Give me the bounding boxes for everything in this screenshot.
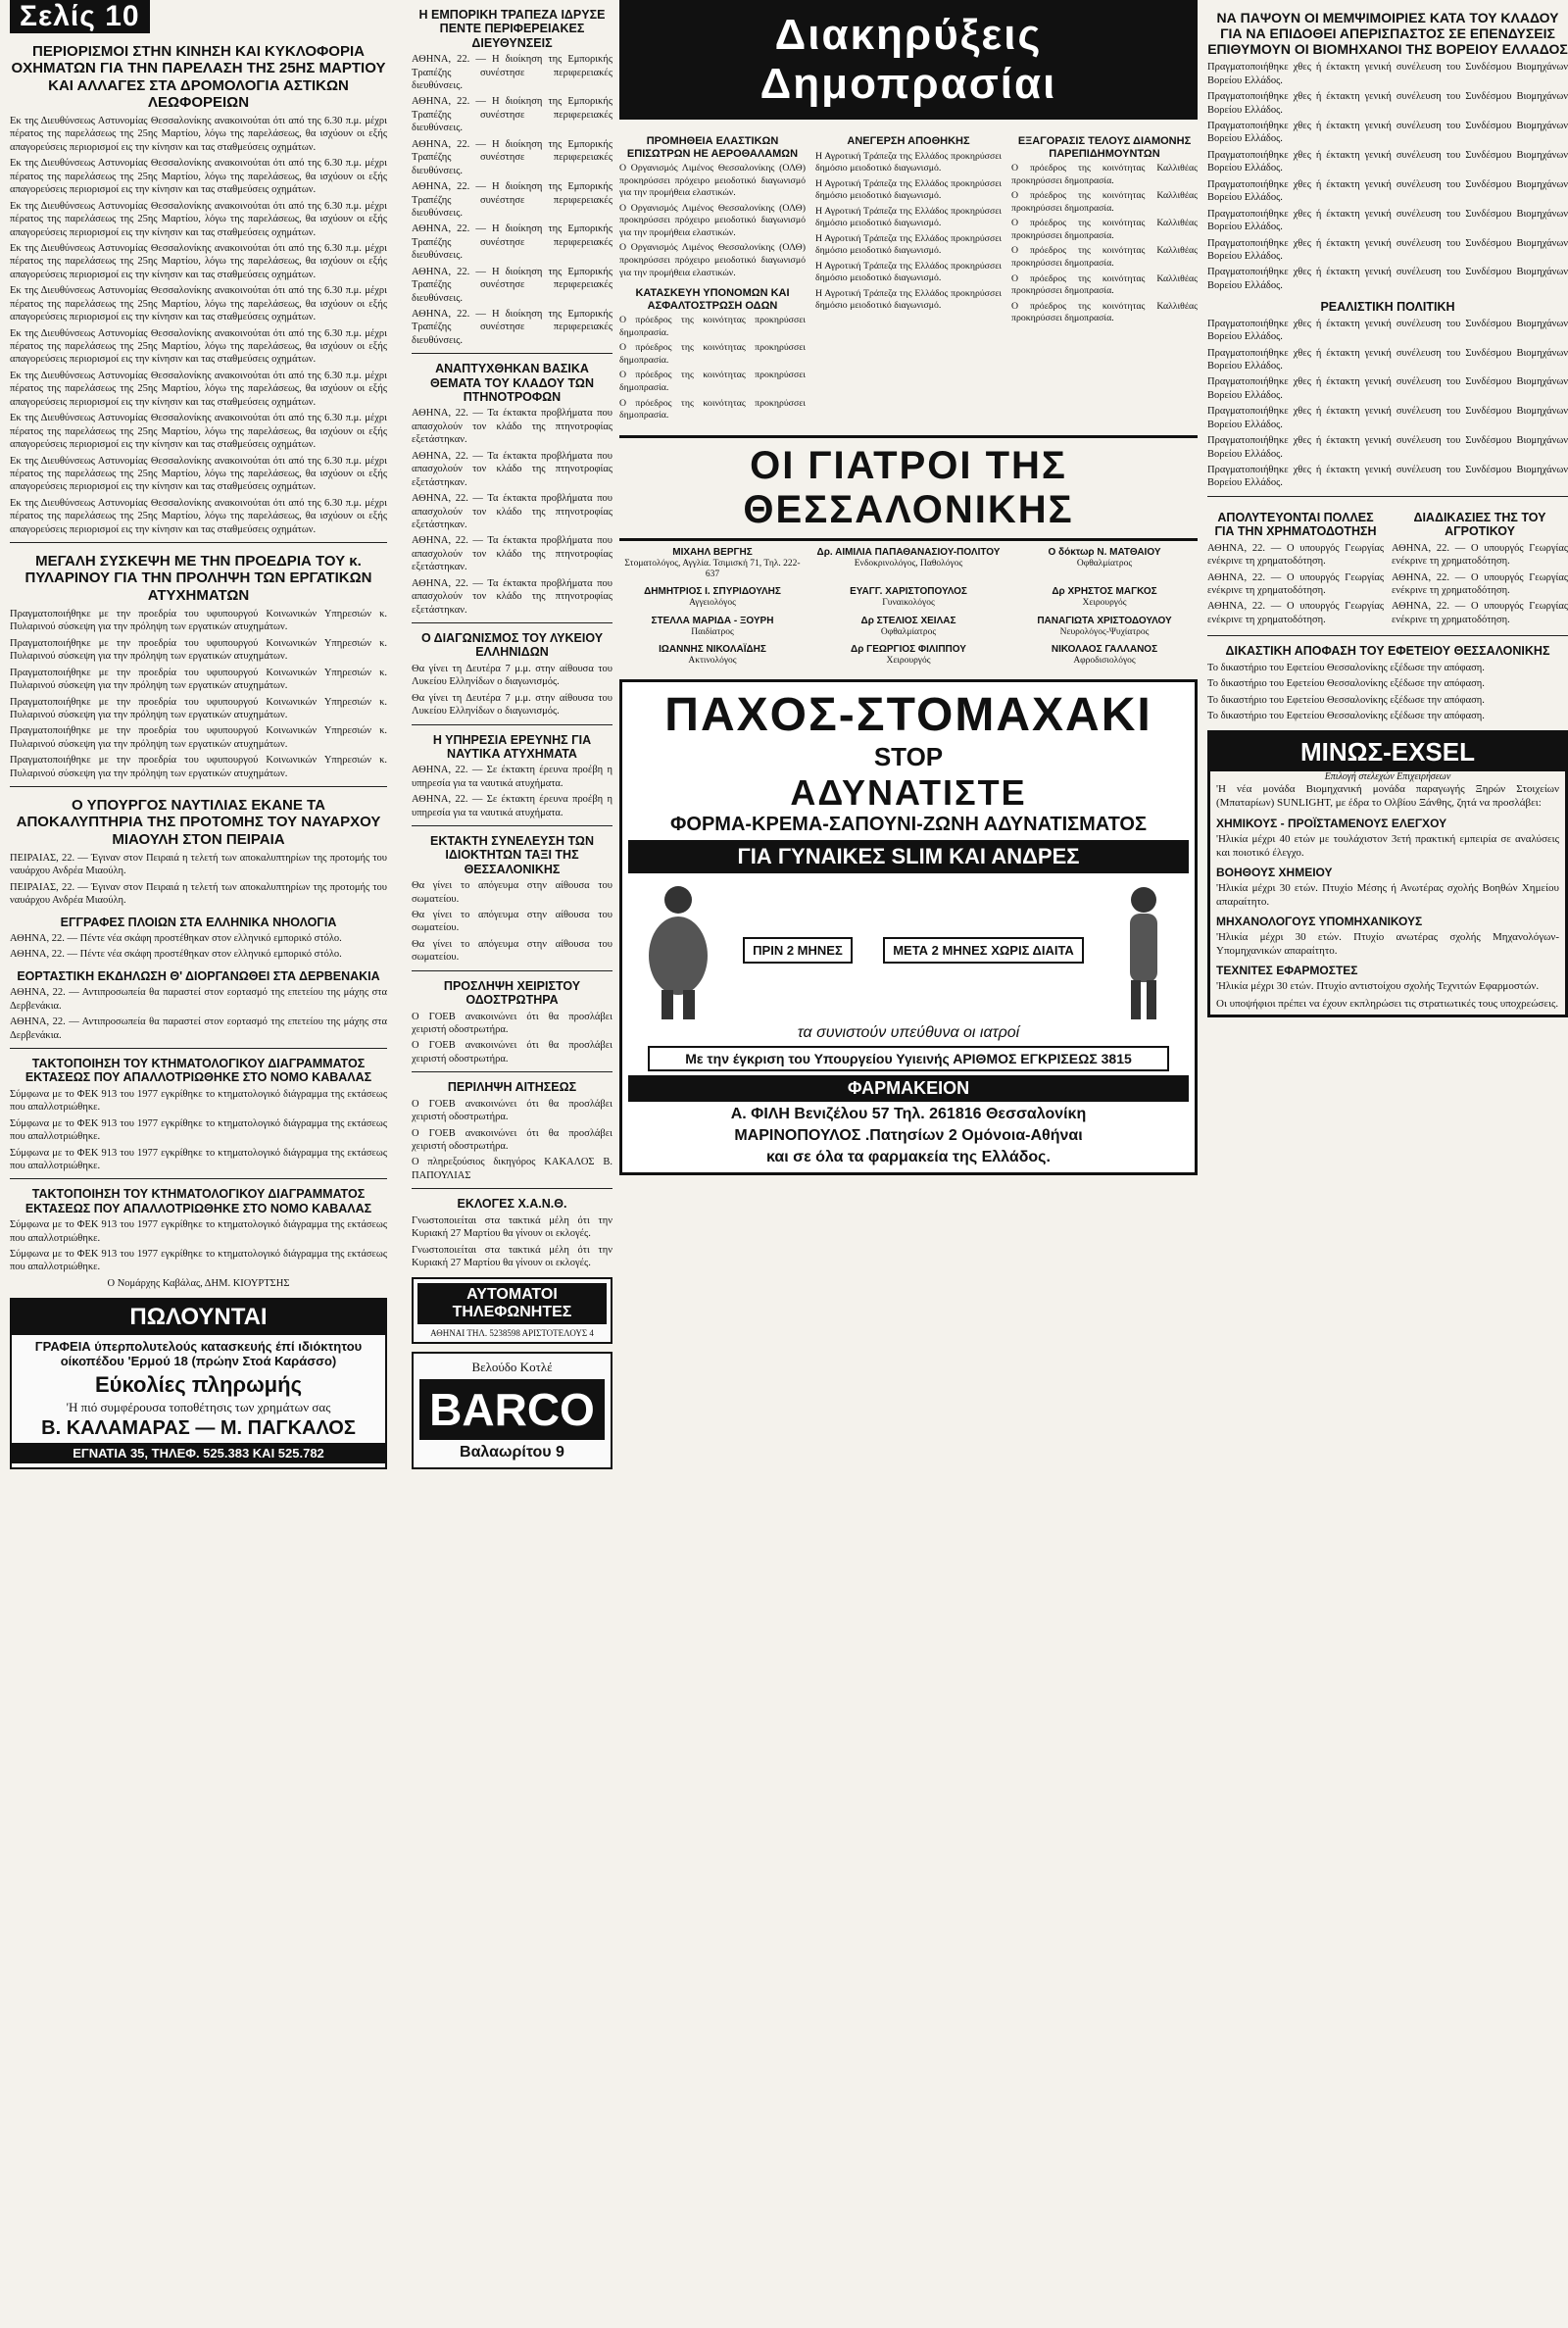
- article-body: Εκ της Διευθύνσεως Αστυνομίας Θεσσαλονίκης ανακοινούται ότι από της 6.30 π.μ. μέχρι πέρατος της παρελάσεως της 25ης Μαρτίου, λόγω της παρελάσεως, θα ισχύουν οι εξής απαγορεύσεις περιορισμοί εις την κίνησιν και τας σταθμεύσεις οχημάτων.: [10, 413, 387, 451]
- article-body: Ο ΓΟΕΒ ανακοινώνει ότι θα προσλάβει χειριστή οδοστρωτήρα.: [412, 1040, 612, 1065]
- article-body: ΠΕΙΡΑΙΑΣ, 22. — Έγιναν στον Πειραιά η τελετή των αποκαλυπτηρίων της προτομής του ναυάρχου Ανδρέα Μιαούλη.: [10, 852, 387, 877]
- article-title: ΕΚΛΟΓΕΣ Χ.Α.Ν.Θ.: [457, 1197, 567, 1212]
- doctor-entry: [619, 644, 806, 667]
- doctor-info: Οφθαλμίατρος: [880, 626, 937, 637]
- slim-brand: ΓΙΑ ΓΥΝΑΙΚΕΣ SLIM ΚΑΙ ΑΝΔΡΕΣ: [628, 840, 1189, 873]
- article-title: Ο ΔΙΑΓΩΝΙΣΜΟΣ ΤΟΥ ΛΥΚΕΙΟΥ ΕΛΛΗΝΙΔΩΝ: [420, 631, 604, 660]
- article-body: ΑΘΗΝΑ, 22. — Τα έκτακτα προβλήματα που απασχολούν τον κλάδο της πτηνοτροφίας εξετάστηκαν.: [412, 450, 612, 488]
- tender-body: Η Αγροτική Τράπεζα της Ελλάδος προκηρύσσει δημόσιο μειοδοτικό διαγωνισμό.: [815, 177, 1002, 202]
- article-title: Ο ΥΠΟΥΡΓΟΣ ΝΑΥΤΙΛΙΑΣ ΕΚΑΝΕ ΤΑ ΑΠΟΚΑΛΥΠΤΗΡΙΑ ΤΗΣ ΠΡΟΤΟΜΗΣ ΤΟΥ ΝΑΥΑΡΧΟΥ ΜΙΑΟΥΛΗ ΣΤΟΝ ΠΕΙΡΑΙΑ: [16, 797, 381, 848]
- article-body: Σύμφωνα με το ΦΕΚ 913 του 1977 εγκρίθηκε το κτηματολογικό διάγραμμα της εκτάσεως που απαλλοτριώθηκε.: [10, 1088, 387, 1114]
- article-body: ΑΘΗΝΑ, 22. — Η διοίκηση της Εμπορικής Τραπέζης συνέστησε περιφερειακές διευθύνσεις.: [412, 223, 612, 262]
- tender-body: Ο πρόεδρος της κοινότητας προκηρύσσει δημοπρασία.: [619, 397, 806, 421]
- pharmacy-address: και σε όλα τα φαρμακεία της Ελλάδος.: [766, 1148, 1051, 1165]
- tender-title: ΕΞΑΓΟΡΑΣΙΣ ΤΕΛΟΥΣ ΔΙΑΜΟΝΗΣ ΠΑΡΕΠΙΔΗΜΟΥΝΤΩΝ: [1017, 135, 1192, 160]
- article-body: Θα γίνει τη Δευτέρα 7 μ.μ. στην αίθουσα του Λυκείου Ελληνίδων ο διαγωνισμός.: [412, 692, 612, 718]
- column-3: [619, 0, 1198, 2328]
- slim-slogan: ΑΔΥΝΑΤΙΣΤΕ: [790, 771, 1027, 813]
- office-sale-ad: [10, 1298, 387, 1469]
- article-body: Το δικαστήριο του Εφετείου Θεσσαλονίκης εξέδωσε την απόφαση.: [1207, 662, 1485, 673]
- article-body: Πραγματοποιήθηκε χθες ή έκτακτη γενική συνέλευση του Συνδέσμου Βιομηχάνων Βορείου Ελλάδος.: [1207, 267, 1568, 291]
- article-body: Πραγματοποιήθηκε χθες ή έκτακτη γενική συνέλευση του Συνδέσμου Βιομηχάνων Βορείου Ελλάδος.: [1207, 347, 1568, 371]
- doctor-entry: [619, 586, 806, 609]
- article-body: Πραγματοποιήθηκε χθες ή έκτακτη γενική συνέλευση του Συνδέσμου Βιομηχάνων Βορείου Ελλάδος.: [1207, 435, 1568, 460]
- article-body: Σύμφωνα με το ΦΕΚ 913 του 1977 εγκρίθηκε το κτηματολογικό διάγραμμα της εκτάσεως που απαλλοτριώθηκε.: [10, 1117, 387, 1143]
- doctor-name: ΙΩΑΝΝΗΣ ΝΙΚΟΛΑΪΔΗΣ: [659, 644, 766, 656]
- article-body: ΑΘΗΝΑ, 22. — Αντιπροσωπεία θα παραστεί στον εορτασμό της επετείου της μάχης στα Δερβενάκια.: [10, 1016, 387, 1041]
- slim-ad: [619, 679, 1198, 1175]
- article-body: ΑΘΗΝΑ, 22. — Τα έκτακτα προβλήματα που απασχολούν τον κλάδο της πτηνοτροφίας εξετάστηκαν.: [412, 408, 612, 446]
- article-body: Πραγματοποιήθηκε χθες ή έκτακτη γενική συνέλευση του Συνδέσμου Βιομηχάνων Βορείου Ελλάδος.: [1207, 178, 1568, 204]
- article-title: ΜΕΓΑΛΗ ΣΥΣΚΕΨΗ ΜΕ ΤΗΝ ΠΡΟΕΔΡΙΑ ΤΟΥ κ. ΠΥΛΑΡΙΝΟΥ ΓΙΑ ΤΗΝ ΠΡΟΛΗΨΗ ΤΩΝ ΕΡΓΑΤΙΚΩΝ ΑΤΥΧΗΜΑΤΩΝ: [24, 553, 372, 604]
- article-body: Πραγματοποιήθηκε χθες ή έκτακτη γενική συνέλευση του Συνδέσμου Βιομηχάνων Βορείου Ελλάδος.: [1207, 149, 1568, 174]
- tender-title: ΑΝΕΓΕΡΣΗ ΑΠΟΘΗΚΗΣ: [847, 135, 970, 147]
- slim-approval: Με την έγκριση του Υπουργείου Υγιεινής ΑΡΙΘΜΟΣ ΕΓΚΡΙΣΕΩΣ 3815: [648, 1046, 1169, 1071]
- article-body: ΑΘΗΝΑ, 22. — Η διοίκηση της Εμπορικής Τραπέζης συνέστησε περιφερειακές διευθύνσεις.: [412, 181, 612, 219]
- slim-stop: STOP: [873, 741, 944, 771]
- job-desc: 'Ηλικία μέχρι 30 ετών. Πτυχίο ανωτέρας σχολής Μηχανολόγων-Υπομηχανικών απαραίτητο.: [1216, 930, 1559, 957]
- article-body: ΑΘΗΝΑ, 22. — Αντιπροσωπεία θα παραστεί στον εορτασμό της επετείου της μάχης στα Δερβενάκια.: [10, 987, 387, 1012]
- article-body: Θα γίνει το απόγευμα στην αίθουσα του σωματείου.: [412, 880, 612, 905]
- ad-text: Βελούδο Κοτλέ: [471, 1360, 553, 1375]
- doctor-entry: [619, 547, 806, 581]
- ad-text: Βαλαωρίτου 9: [460, 1444, 564, 1461]
- job-desc: 'Ηλικία μέχρι 30 ετών. Πτυχίο Μέσης ή Ανωτέρας σχολής Βοηθών Χημείου απαραίτητο.: [1216, 881, 1559, 908]
- before-label: ΠΡΙΝ 2 ΜΗΝΕΣ: [743, 937, 853, 964]
- article-body: ΑΘΗΝΑ, 22. — Ο υπουργός Γεωργίας ενέκρινε τη χρηματοδότηση.: [1392, 601, 1568, 625]
- doctor-entry: [815, 586, 1002, 609]
- article-body: Εκ της Διευθύνσεως Αστυνομίας Θεσσαλονίκης ανακοινούται ότι από της 6.30 π.μ. μέχρι πέρατος της παρελάσεως της 25ης Μαρτίου, λόγω της παρελάσεως, θα ισχύουν οι εξής απαγορεύσεις περιορισμοί εις την κίνησιν και τας σταθμεύσεις οχημάτων.: [10, 158, 387, 196]
- article-body: Ο πληρεξούσιος δικηγόρος ΚΑΚΑΛΟΣ Β. ΠΑΠΟΥΛΙΑΣ: [412, 1157, 612, 1181]
- article-body: Ο ΓΟΕΒ ανακοινώνει ότι θα προσλάβει χειριστή οδοστρωτήρα.: [412, 1127, 612, 1152]
- tender-body: Η Αγροτική Τράπεζα της Ελλάδος προκηρύσσει δημόσιο μειοδοτικό διαγωνισμό.: [815, 260, 1002, 284]
- article-title: ΕΚΤΑΚΤΗ ΣΥΝΕΛΕΥΣΗ ΤΩΝ ΙΔΙΟΚΤΗΤΩΝ ΤΑΞΙ ΤΗΣ ΘΕΣΣΑΛΟΝΙΚΗΣ: [430, 834, 594, 876]
- doctor-name: ΠΑΝΑΓΙΩΤΑ ΧΡΙΣΤΟΔΟΥΛΟΥ: [1037, 615, 1172, 626]
- article-body: Σύμφωνα με το ΦΕΚ 913 του 1977 εγκρίθηκε το κτηματολογικό διάγραμμα της εκτάσεως που απαλλοτριώθηκε.: [10, 1249, 387, 1273]
- article-title: ΔΙΑΔΙΚΑΣΙΕΣ ΤΗΣ ΤΟΥ ΑΓΡΟΤΙΚΟΥ: [1413, 510, 1546, 539]
- doctor-info: Στοματολόγος, Αγγλία. Τσιμισκή 71, Τηλ. 222-637: [624, 558, 801, 579]
- article-body: Γνωστοποιείται στα τακτικά μέλη ότι την Κυριακή 27 Μαρτίου θα γίνουν οι εκλογές.: [412, 1214, 612, 1240]
- article-title: Η ΥΠΗΡΕΣΙΑ ΕΡΕΥΝΗΣ ΓΙΑ ΝΑΥΤΙΚΑ ΑΤΥΧΗΜΑΤΑ: [432, 732, 592, 761]
- tender-body: Ο πρόεδρος της κοινότητας Καλλιθέας προκηρύσσει δημοπρασία.: [1011, 218, 1198, 241]
- article-body: Το δικαστήριο του Εφετείου Θεσσαλονίκης εξέδωσε την απόφαση.: [1207, 694, 1485, 706]
- ad-text: ΕΓΝΑΤΙΑ 35, ΤΗΛΕΦ. 525.383 ΚΑΙ 525.782: [12, 1443, 385, 1463]
- divider: [412, 1188, 612, 1189]
- article-body: Σύμφωνα με το ΦΕΚ 913 του 1977 εγκρίθηκε το κτηματολογικό διάγραμμα της εκτάσεως που απαλλοτριώθηκε.: [10, 1147, 387, 1171]
- tender-column: [1011, 127, 1198, 425]
- article-body: Ο Νομάρχης Καβάλας, ΔΗΜ. ΚΙΟΥΡΤΣΗΣ: [107, 1277, 290, 1289]
- tenders-subcolumns: [619, 127, 1198, 425]
- article-body: Το δικαστήριο του Εφετείου Θεσσαλονίκης εξέδωσε την απόφαση.: [1207, 678, 1485, 690]
- divider: [412, 353, 612, 354]
- divider: [412, 724, 612, 725]
- doctor-name: Ο δόκτωρ Ν. ΜΑΤΘΑΙΟΥ: [1048, 546, 1161, 558]
- article-body: Πραγματοποιήθηκε με την προεδρία του υφυπουργού Κοινωνικών Υπηρεσιών κ. Πυλαρινού σύσκεψη για την πρόληψη των εργατικών ατυχημάτων.: [10, 755, 387, 779]
- doctor-entry: [815, 547, 1002, 581]
- tender-body: Η Αγροτική Τράπεζα της Ελλάδος προκηρύσσει δημόσιο μειοδοτικό διαγωνισμό.: [815, 232, 1002, 257]
- doctors-list: [619, 547, 1198, 668]
- article-body: ΑΘΗΝΑ, 22. — Η διοίκηση της Εμπορικής Τραπέζης συνέστησε περιφερειακές διευθύνσεις.: [412, 54, 612, 91]
- article-title: ΔΙΚΑΣΤΙΚΗ ΑΠΟΦΑΣΗ ΤΟΥ ΕΦΕΤΕΙΟΥ ΘΕΣΣΑΛΟΝΙΚΗΣ: [1225, 644, 1550, 659]
- job-title: ΧΗΜΙΚΟΥΣ - ΠΡΟΪΣΤΑΜΕΝΟΥΣ ΕΛΕΓΧΟΥ: [1216, 816, 1447, 830]
- article-body: Πραγματοποιήθηκε χθες ή έκτακτη γενική συνέλευση του Συνδέσμου Βιομηχάνων Βορείου Ελλάδος.: [1207, 376, 1568, 401]
- doctor-name: Δρ ΧΡΗΣΤΟΣ ΜΑΓΚΟΣ: [1052, 586, 1157, 598]
- article-body: Πραγματοποιήθηκε με την προεδρία του υφυπουργού Κοινωνικών Υπηρεσιών κ. Πυλαρινού σύσκεψη για την πρόληψη των εργατικών ατυχημάτων.: [10, 608, 387, 633]
- page-number: Σελίς 10: [10, 0, 150, 33]
- doctor-entry: [1011, 616, 1198, 638]
- before-after-figures: [628, 877, 1189, 1024]
- article-body: Ο ΓΟΕΒ ανακοινώνει ότι θα προσλάβει χειριστή οδοστρωτήρα.: [412, 1098, 612, 1123]
- doctor-info: Ακτινολόγος: [688, 656, 737, 667]
- article-body: Θα γίνει τη Δευτέρα 7 μ.μ. στην αίθουσα του Λυκείου Ελληνίδων ο διαγωνισμός.: [412, 663, 612, 688]
- tender-title: ΠΡΟΜΗΘΕΙΑ ΕΛΑΣΤΙΚΩΝ ΕΠΙΣΩΤΡΩΝ ΗΕ ΑΕΡΟΘΑΛΑΜΩΝ: [626, 135, 799, 160]
- article-body: Πραγματοποιήθηκε χθες ή έκτακτη γενική συνέλευση του Συνδέσμου Βιομηχάνων Βορείου Ελλάδος.: [1207, 318, 1568, 343]
- article-title: ΕΓΓΡΑΦΕΣ ΠΛΟΙΩΝ ΣΤΑ ΕΛΛΗΝΙΚΑ ΝΗΟΛΟΓΙΑ: [60, 915, 337, 929]
- pharmacy-label: ΦΑΡΜΑΚΕΙΟΝ: [628, 1075, 1189, 1102]
- doctor-info: Νευρολόγος-Ψυχίατρος: [1059, 626, 1150, 637]
- article-body: Εκ της Διευθύνσεως Αστυνομίας Θεσσαλονίκης ανακοινούται ότι από της 6.30 π.μ. μέχρι πέρατος της παρελάσεως της 25ης Μαρτίου, λόγω της παρελάσεως, θα ισχύουν οι εξής απαγορεύσεις περιορισμοί εις την κίνησιν και τας σταθμεύσεις οχημάτων.: [10, 285, 387, 323]
- article-body: Πραγματοποιήθηκε χθες ή έκτακτη γενική συνέλευση του Συνδέσμου Βιομηχάνων Βορείου Ελλάδος.: [1207, 121, 1568, 145]
- article-body: ΑΘΗΝΑ, 22. — Πέντε νέα σκάφη προστέθηκαν στον ελληνικό εμπορικό στόλο.: [10, 949, 342, 961]
- minos-subtitle: Επιλογή στελεχών Επιχειρήσεων: [1324, 771, 1451, 783]
- article-body: ΑΘΗΝΑ, 22. — Σε έκτακτη έρευνα προέβη η υπηρεσία για τα ναυτικά ατυχήματα.: [412, 765, 612, 789]
- tender-body: Ο πρόεδρος της κοινότητας Καλλιθέας προκηρύσσει δημοπρασία.: [1011, 300, 1198, 324]
- divider: [412, 970, 612, 971]
- doctor-name: ΔΗΜΗΤΡΙΟΣ Ι. ΣΠΥΡΙΔΟΥΛΗΣ: [644, 586, 781, 598]
- doctor-info: Αγγειολόγος: [689, 598, 736, 609]
- doctor-name: Δρ. ΑΙΜΙΛΙΑ ΠΑΠΑΘΑΝΑΣΙΟΥ-ΠΟΛΙΤΟΥ: [816, 546, 1001, 558]
- article-body: Εκ της Διευθύνσεως Αστυνομίας Θεσσαλονίκης ανακοινούται ότι από της 6.30 π.μ. μέχρι πέρατος της παρελάσεως της 25ης Μαρτίου, λόγω της παρελάσεως, θα ισχύουν οι εξής απαγορεύσεις περιορισμοί εις την κίνησιν και τας σταθμεύσεις οχημάτων.: [10, 116, 387, 153]
- article-title: ΠΡΟΣΛΗΨΗ ΧΕΙΡΙΣΤΟΥ ΟΔΟΣΤΡΩΤΗΡΑ: [443, 978, 581, 1008]
- doctor-entry: [815, 616, 1002, 638]
- tender-body: Ο πρόεδρος της κοινότητας προκηρύσσει δημοπρασία.: [619, 370, 806, 393]
- divider: [10, 786, 387, 787]
- article-body: ΠΕΙΡΑΙΑΣ, 22. — Έγιναν στον Πειραιά η τελετή των αποκαλυπτηρίων της προτομής του ναυάρχου Ανδρέα Μιαούλη.: [10, 881, 387, 907]
- doctor-entry: [815, 644, 1002, 667]
- doctor-info: Χειρουργός: [1082, 598, 1127, 609]
- article-body: ΑΘΗΝΑ, 22. — Ο υπουργός Γεωργίας ενέκρινε τη χρηματοδότηση.: [1207, 571, 1384, 596]
- doctor-info: Παιδίατρος: [691, 626, 734, 637]
- tender-body: Ο πρόεδρος της κοινότητας Καλλιθέας προκηρύσσει δημοπρασία.: [1011, 245, 1198, 269]
- article-body: Πραγματοποιήθηκε με την προεδρία του υφυπουργού Κοινωνικών Υπηρεσιών κ. Πυλαρινού σύσκεψη για την πρόληψη των εργατικών ατυχημάτων.: [10, 637, 387, 663]
- ad-text: 'Η πιό συμφέρουσα τοποθέτησις των χρημάτων σας: [66, 1400, 331, 1415]
- doctor-name: ΕΥΑΓΓ. ΧΑΡΙΣΤΟΠΟΥΛΟΣ: [850, 586, 967, 598]
- article-body: Πραγματοποιήθηκε χθες ή έκτακτη γενική συνέλευση του Συνδέσμου Βιομηχάνων Βορείου Ελλάδος.: [1207, 406, 1568, 430]
- tender-body: Ο πρόεδρος της κοινότητας Καλλιθέας προκηρύσσει δημοπρασία.: [1011, 190, 1198, 214]
- article-body: ΑΘΗΝΑ, 22. — Πέντε νέα σκάφη προστέθηκαν στον ελληνικό εμπορικό στόλο.: [10, 933, 342, 944]
- section-banner: Διακηρύξεις Δημοπρασίαι: [619, 0, 1198, 120]
- ad-text: Β. ΚΑΛΑΜΑΡΑΣ — Μ. ΠΑΓΚΑΛΟΣ: [41, 1417, 356, 1440]
- job-desc: 'Ηλικία μέχρι 30 ετών. Πτυχίο αντιστοίχου σχολής Τεχνιτών Εφαρμοστών.: [1216, 980, 1540, 993]
- article-title: ΤΑΚΤΟΠΟΙΗΣΗ ΤΟΥ ΚΤΗΜΑΤΟΛΟΓΙΚΟΥ ΔΙΑΓΡΑΜΜΑΤΟΣ ΕΚΤΑΣΕΩΣ ΠΟΥ ΑΠΑΛΛΟΤΡΙΩΘΗΚΕ ΣΤΟ ΝΟΜΟ ΚΑΒΑΛΑΣ: [24, 1057, 372, 1085]
- tender-body: Ο πρόεδρος της κοινότητας προκηρύσσει δημοπρασία.: [619, 315, 806, 338]
- article-title: ΕΟΡΤΑΣΤΙΚΗ ΕΚΔΗΛΩΣΗ Θ' ΔΙΟΡΓΑΝΩΘΕΙ ΣΤΑ ΔΕΡΒΕΝΑΚΙΑ: [17, 968, 380, 983]
- article-body: Θα γίνει το απόγευμα στην αίθουσα του σωματείου.: [412, 938, 612, 964]
- article-body: ΑΘΗΝΑ, 22. — Τα έκτακτα προβλήματα που απασχολούν τον κλάδο της πτηνοτροφίας εξετάστηκαν.: [412, 577, 612, 616]
- doctor-entry: [619, 616, 806, 638]
- doctors-banner: ΟΙ ΓΙΑΤΡΟΙ ΤΗΣ ΘΕΣΣΑΛΟΝΙΚΗΣ: [619, 435, 1198, 541]
- phone-answering-ad: [412, 1277, 612, 1344]
- pharmacy-address: Α. ΦΙΛΗ Βενιζέλου 57 Τηλ. 261816 Θεσσαλονίκη: [730, 1105, 1087, 1122]
- article-title: ΑΝΑΠΤΥΧΘΗΚΑΝ ΒΑΣΙΚΑ ΘΕΜΑΤΑ ΤΟΥ ΚΛΑΔΟΥ ΤΩΝ ΠΤΗΝΟΤΡΟΦΩΝ: [430, 362, 594, 405]
- article-body: Πραγματοποιήθηκε χθες ή έκτακτη γενική συνέλευση του Συνδέσμου Βιομηχάνων Βορείου Ελλάδος.: [1207, 465, 1568, 489]
- pharmacy-address: ΜΑΡΙΝΟΠΟΥΛΟΣ .Πατησίων 2 Ομόνοια-Αθήναι: [734, 1126, 1083, 1144]
- article-body: ΑΘΗΝΑ, 22. — Ο υπουργός Γεωργίας ενέκρινε τη χρηματοδότηση.: [1207, 601, 1384, 625]
- doctor-info: Οφθαλμίατρος: [1076, 558, 1133, 569]
- before-figure-icon: [644, 882, 712, 1019]
- article-body: Γνωστοποιείται στα τακτικά μέλη ότι την Κυριακή 27 Μαρτίου θα γίνουν οι εκλογές.: [412, 1244, 612, 1268]
- slim-products: ΦΟΡΜΑ-ΚΡΕΜΑ-ΣΑΠΟΥΝΙ-ΖΩΝΗ ΑΔΥΝΑΤΙΣΜΑΤΟΣ: [669, 813, 1147, 835]
- divider: [10, 542, 387, 543]
- tender-body: Ο πρόεδρος της κοινότητας Καλλιθέας προκηρύσσει δημοπρασία.: [1011, 163, 1198, 186]
- divider: [412, 825, 612, 826]
- article-body: ΑΘΗΝΑ, 22. — Η διοίκηση της Εμπορικής Τραπέζης συνέστησε περιφερειακές διευθύνσεις.: [412, 138, 612, 176]
- article-title: ΤΑΚΤΟΠΟΙΗΣΗ ΤΟΥ ΚΤΗΜΑΤΟΛΟΓΙΚΟΥ ΔΙΑΓΡΑΜΜΑΤΟΣ ΕΚΤΑΣΕΩΣ ΠΟΥ ΑΠΑΛΛΟΤΡΙΩΘΗΚΕ ΣΤΟ ΝΟΜΟ ΚΑΒΑΛΑΣ: [24, 1187, 372, 1215]
- article-body: ΑΘΗΝΑ, 22. — Η διοίκηση της Εμπορικής Τραπέζης συνέστησε περιφερειακές διευθύνσεις.: [412, 96, 612, 134]
- ad-text: ΑΘΗΝΑΙ ΤΗΛ. 5238598 ΑΡΙΣΤΟΤΕΛΟΥΣ 4: [430, 1328, 594, 1339]
- doctor-name: Δρ ΓΕΩΡΓΙΟΣ ΦΙΛΙΠΠΟΥ: [851, 644, 966, 656]
- article-title: ΠΕΡΙΛΗΨΗ ΑΙΤΗΣΕΩΣ: [447, 1080, 577, 1095]
- article-body: ΑΘΗΝΑ, 22. — Τα έκτακτα προβλήματα που απασχολούν τον κλάδο της πτηνοτροφίας εξετάστηκαν.: [412, 535, 612, 573]
- article-body: Πραγματοποιήθηκε χθες ή έκτακτη γενική συνέλευση του Συνδέσμου Βιομηχάνων Βορείου Ελλάδος.: [1207, 91, 1568, 116]
- barco-ad: [412, 1352, 612, 1469]
- article-body: Το δικαστήριο του Εφετείου Θεσσαλονίκης εξέδωσε την απόφαση.: [1207, 710, 1485, 721]
- doctor-info: Χειρουργός: [886, 656, 931, 667]
- tender-body: Ο Οργανισμός Λιμένος Θεσσαλονίκης (ΟΛΘ) προκηρύσσει πρόχειρο μειοδοτικό διαγωνισμό για την προμήθεια ελαστικών.: [619, 163, 806, 199]
- tender-body: Ο πρόεδρος της κοινότητας προκηρύσσει δημοπρασία.: [619, 342, 806, 366]
- article-body: ΑΘΗΝΑ, 22. — Η διοίκηση της Εμπορικής Τραπέζης συνέστησε περιφερειακές διευθύνσεις.: [412, 309, 612, 346]
- doctor-name: ΜΙΧΑΗΛ ΒΕΡΓΗΣ: [672, 546, 753, 558]
- column-2: [412, 0, 612, 2328]
- article-body: ΑΘΗΝΑ, 22. — Η διοίκηση της Εμπορικής Τραπέζης συνέστησε περιφερειακές διευθύνσεις.: [412, 266, 612, 304]
- column-4: [1207, 0, 1568, 2328]
- divider: [10, 1048, 387, 1049]
- job-title: ΜΗΧΑΝΟΛΟΓΟΥΣ ΥΠΟΜΗΧΑΝΙΚΟΥΣ: [1216, 914, 1423, 928]
- article-body: ΑΘΗΝΑ, 22. — Ο υπουργός Γεωργίας ενέκρινε τη χρηματοδότηση.: [1392, 542, 1568, 568]
- minos-footer: Οι υποψήφιοι πρέπει να έχουν εκπληρώσει τις στρατιωτικές τους υποχρεώσεις.: [1216, 998, 1559, 1011]
- split-left: [1207, 503, 1384, 629]
- article-body: Ο ΓΟΕΒ ανακοινώνει ότι θα προσλάβει χειριστή οδοστρωτήρα.: [412, 1011, 612, 1035]
- article-title: Η ΕΜΠΟΡΙΚΗ ΤΡΑΠΕΖΑ ΙΔΡΥΣΕ ΠΕΝΤΕ ΠΕΡΙΦΕΡΕΙΑΚΕΣ ΔΙΕΥΘΥΝΣΕΙΣ: [418, 8, 606, 50]
- article-body: Εκ της Διευθύνσεως Αστυνομίας Θεσσαλονίκης ανακοινούται ότι από της 6.30 π.μ. μέχρι πέρατος της παρελάσεως της 25ης Μαρτίου, λόγω της παρελάσεως, θα ισχύουν οι εξής απαγορεύσεις περιορισμοί εις την κίνησιν και τας σταθμεύσεις οχημάτων.: [10, 327, 387, 366]
- article-body: Πραγματοποιήθηκε με την προεδρία του υφυπουργού Κοινωνικών Υπηρεσιών κ. Πυλαρινού σύσκεψη για την πρόληψη των εργατικών ατυχημάτων.: [10, 667, 387, 692]
- job-desc: 'Ηλικία μέχρι 40 ετών με τουλάχιστον 3ετή πρακτική εμπειρία σε αναλύσεις και ποιοτικό έλεγχο.: [1216, 832, 1559, 859]
- job-title: ΤΕΧΝΙΤΕΣ ΕΦΑΡΜΟΣΤΕΣ: [1216, 964, 1358, 978]
- ad-text: ΓΡΑΦΕΙΑ ύπερπολυτελούς κατασκευής έπί ιδιόκτητου οίκοπέδου 'Ερμού 18 (πρώην Στοά Καράσσο): [34, 1339, 363, 1369]
- minos-logo: ΜΙΝΩΣ-EXSEL: [1210, 733, 1565, 771]
- ad-text: Εύκολίες πληρωμής: [94, 1372, 303, 1398]
- tender-column: [815, 127, 1002, 425]
- article-body: ΑΘΗΝΑ, 22. — Τα έκτακτα προβλήματα που απασχολούν τον κλάδο της πτηνοτροφίας εξετάστηκαν.: [412, 493, 612, 530]
- article-body: ΑΘΗΝΑ, 22. — Σε έκτακτη έρευνα προέβη η υπηρεσία για τα ναυτικά ατυχήματα.: [412, 794, 612, 818]
- article-body: Σύμφωνα με το ΦΕΚ 913 του 1977 εγκρίθηκε το κτηματολογικό διάγραμμα της εκτάσεως που απαλλοτριώθηκε.: [10, 1219, 387, 1244]
- article-body: ΑΘΗΝΑ, 22. — Ο υπουργός Γεωργίας ενέκρινε τη χρηματοδότηση.: [1392, 571, 1568, 596]
- article-subtitle: ΡΕΑΛΙΣΤΙΚΗ ΠΟΛΙΤΙΚΗ: [1320, 300, 1455, 315]
- barco-logo: BARCO: [419, 1379, 605, 1440]
- after-label: ΜΕΤΑ 2 ΜΗΝΕΣ ΧΩΡΙΣ ΔΙΑΙΤΑ: [883, 937, 1084, 964]
- divider: [10, 1178, 387, 1179]
- article-body: Εκ της Διευθύνσεως Αστυνομίας Θεσσαλονίκης ανακοινούται ότι από της 6.30 π.μ. μέχρι πέρατος της παρελάσεως της 25ης Μαρτίου, λόγω της παρελάσεως, θα ισχύουν οι εξής απαγορεύσεις περιορισμοί εις την κίνησιν και τας σταθμεύσεις οχημάτων.: [10, 370, 387, 408]
- split-row: [1207, 503, 1568, 629]
- article-body: Εκ της Διευθύνσεως Αστυνομίας Θεσσαλονίκης ανακοινούται ότι από της 6.30 π.μ. μέχρι πέρατος της παρελάσεως της 25ης Μαρτίου, λόγω της παρελάσεως, θα ισχύουν οι εξής απαγορεύσεις περιορισμοί εις την κίνησιν και τας σταθμεύσεις οχημάτων.: [10, 200, 387, 238]
- divider: [1207, 496, 1568, 497]
- tender-body: Ο Οργανισμός Λιμένος Θεσσαλονίκης (ΟΛΘ) προκηρύσσει πρόχειρο μειοδοτικό διαγωνισμό για την προμήθεια ελαστικών.: [619, 242, 806, 278]
- article-body: Θα γίνει το απόγευμα στην αίθουσα του σωματείου.: [412, 910, 612, 934]
- divider: [1207, 635, 1568, 636]
- divider: [412, 622, 612, 623]
- job-title: ΒΟΗΘΟΥΣ ΧΗΜΕΙΟΥ: [1216, 865, 1333, 879]
- article-title: ΑΠΟΛΥΤΕΥΟΝΤΑΙ ΠΟΛΛΕΣ ΓΙΑ ΤΗΝ ΧΡΗΜΑΤΟΔΟΤΗΣΗ: [1214, 510, 1377, 539]
- article-body: Εκ της Διευθύνσεως Αστυνομίας Θεσσαλονίκης ανακοινούται ότι από της 6.30 π.μ. μέχρι πέρατος της παρελάσεως της 25ης Μαρτίου, λόγω της παρελάσεως, θα ισχύουν οι εξής απαγορεύσεις περιορισμοί εις την κίνησιν και τας σταθμεύσεις οχημάτων.: [10, 455, 387, 493]
- ad-title: ΠΩΛΟΥΝΤΑΙ: [12, 1300, 385, 1335]
- tender-column: [619, 127, 806, 425]
- minos-exsel-ad: [1207, 730, 1568, 1017]
- doctor-entry: [1011, 644, 1198, 667]
- tender-body: Η Αγροτική Τράπεζα της Ελλάδος προκηρύσσει δημόσιο μειοδοτικό διαγωνισμό.: [815, 150, 1002, 174]
- doctor-info: Αφροδισιολόγος: [1073, 656, 1136, 667]
- article-body: Εκ της Διευθύνσεως Αστυνομίας Θεσσαλονίκης ανακοινούται ότι από της 6.30 π.μ. μέχρι πέρατος της παρελάσεως της 25ης Μαρτίου, λόγω της παρελάσεως, θα ισχύουν οι εξής απαγορεύσεις περιορισμοί εις την κίνησιν και τας σταθμεύσεις οχημάτων.: [10, 497, 387, 535]
- column-1: [10, 0, 387, 2328]
- ad-title: ΑΥΤΟΜΑΤΟΙ ΤΗΛΕΦΩΝΗΤΕΣ: [417, 1283, 607, 1324]
- minos-intro: 'Η νέα μονάδα Βιομηχανική μονάδα παραγωγής Ξηρών Στοιχείων (Μπαταρίων) SUNLIGHT, με έδρα το Ολβίου Ξάνθης, ζητά να προσλάβει:: [1216, 783, 1559, 810]
- article-title: ΝΑ ΠΑΨΟΥΝ ΟΙ ΜΕΜΨΙΜΟΙΡΙΕΣ ΚΑΤΑ ΤΟΥ ΚΛΑΔΟΥ ΓΙΑ ΝΑ ΕΠΙΔΟΘΕΙ ΑΠΕΡΙΣΠΑΣΤΟΣ ΣΕ ΕΠΕΝΔΥΣΕΙΣ ΕΠΙΘΥΜΟΥΝ ΟΙ ΒΙΟΜΗΧΑΝΟΙ ΤΗΣ ΒΟΡΕΙΟΥ ΕΛΛΑΔΟΣ: [1207, 10, 1568, 58]
- article-title: ΠΕΡΙΟΡΙΣΜΟΙ ΣΤΗΝ ΚΙΝΗΣΗ ΚΑΙ ΚΥΚΛΟΦΟΡΙΑ ΟΧΗΜΑΤΩΝ ΓΙΑ ΤΗΝ ΠΑΡΕΛΑΣΗ ΤΗΣ 25ΗΣ ΜΑΡΤΙΟΥ ΚΑΙ ΑΛΛΑΓΕΣ ΣΤΑ ΔΡΟΜΟΛΟΓΙΑ ΑΣΤΙΚΩΝ ΛΕΩΦΟΡΕΙΩΝ: [11, 43, 386, 111]
- doctor-entry: [1011, 586, 1198, 609]
- tender-body: Η Αγροτική Τράπεζα της Ελλάδος προκηρύσσει δημόσιο μειοδοτικό διαγωνισμό.: [815, 205, 1002, 229]
- doctor-name: Δρ ΣΤΕΛΙΟΣ ΧΕΙΛΑΣ: [860, 615, 956, 626]
- doctor-info: Ενδοκρινολόγος, Παθολόγος: [854, 558, 963, 569]
- after-figure-icon: [1114, 882, 1173, 1019]
- divider: [412, 1071, 612, 1072]
- tender-body: Ο Οργανισμός Λιμένος Θεσσαλονίκης (ΟΛΘ) προκηρύσσει πρόχειρο μειοδοτικό διαγωνισμό για την προμήθεια ελαστικών.: [619, 202, 806, 238]
- slim-recommend: τα συνιστούν υπεύθυνα οι ιατροί: [797, 1023, 1020, 1041]
- doctor-name: ΝΙΚΟΛΑΟΣ ΓΑΛΛΑΝΟΣ: [1051, 644, 1158, 656]
- article-body: Πραγματοποιήθηκε χθες ή έκτακτη γενική συνέλευση του Συνδέσμου Βιομηχάνων Βορείου Ελλάδος.: [1207, 208, 1568, 233]
- article-body: Πραγματοποιήθηκε με την προεδρία του υφυπουργού Κοινωνικών Υπηρεσιών κ. Πυλαρινού σύσκεψη για την πρόληψη των εργατικών ατυχημάτων.: [10, 725, 387, 750]
- article-body: Πραγματοποιήθηκε χθες ή έκτακτη γενική συνέλευση του Συνδέσμου Βιομηχάνων Βορείου Ελλάδος.: [1207, 237, 1568, 262]
- article-body: ΑΘΗΝΑ, 22. — Ο υπουργός Γεωργίας ενέκρινε τη χρηματοδότηση.: [1207, 542, 1384, 568]
- article-body: Πραγματοποιήθηκε χθες ή έκτακτη γενική συνέλευση του Συνδέσμου Βιομηχάνων Βορείου Ελλάδος.: [1207, 62, 1568, 86]
- doctor-entry: [1011, 547, 1198, 581]
- tender-title: ΚΑΤΑΣΚΕΥΗ ΥΠΟΝΟΜΩΝ ΚΑΙ ΑΣΦΑΛΤΟΣΤΡΩΣΗ ΟΔΩΝ: [635, 287, 790, 312]
- tender-body: Η Αγροτική Τράπεζα της Ελλάδος προκηρύσσει δημόσιο μειοδοτικό διαγωνισμό.: [815, 287, 1002, 312]
- split-right: [1392, 503, 1568, 629]
- tender-body: Ο πρόεδρος της κοινότητας Καλλιθέας προκηρύσσει δημοπρασία.: [1011, 272, 1198, 297]
- article-body: Πραγματοποιήθηκε με την προεδρία του υφυπουργού Κοινωνικών Υπηρεσιών κ. Πυλαρινού σύσκεψη για την πρόληψη των εργατικών ατυχημάτων.: [10, 696, 387, 720]
- article-body: Εκ της Διευθύνσεως Αστυνομίας Θεσσαλονίκης ανακοινούται ότι από της 6.30 π.μ. μέχρι πέρατος της παρελάσεως της 25ης Μαρτίου, λόγω της παρελάσεως, θα ισχύουν οι εξής απαγορεύσεις περιορισμοί εις την κίνησιν και τας σταθμεύσεις οχημάτων.: [10, 242, 387, 280]
- doctor-info: Γυναικολόγος: [882, 598, 935, 609]
- doctor-name: ΣΤΕΛΛΑ ΜΑΡΙΔΑ - ΞΟΥΡΗ: [651, 615, 774, 626]
- slim-headline: ΠΑΧΟΣ-ΣΤΟΜΑΧΑΚΙ: [664, 688, 1152, 741]
